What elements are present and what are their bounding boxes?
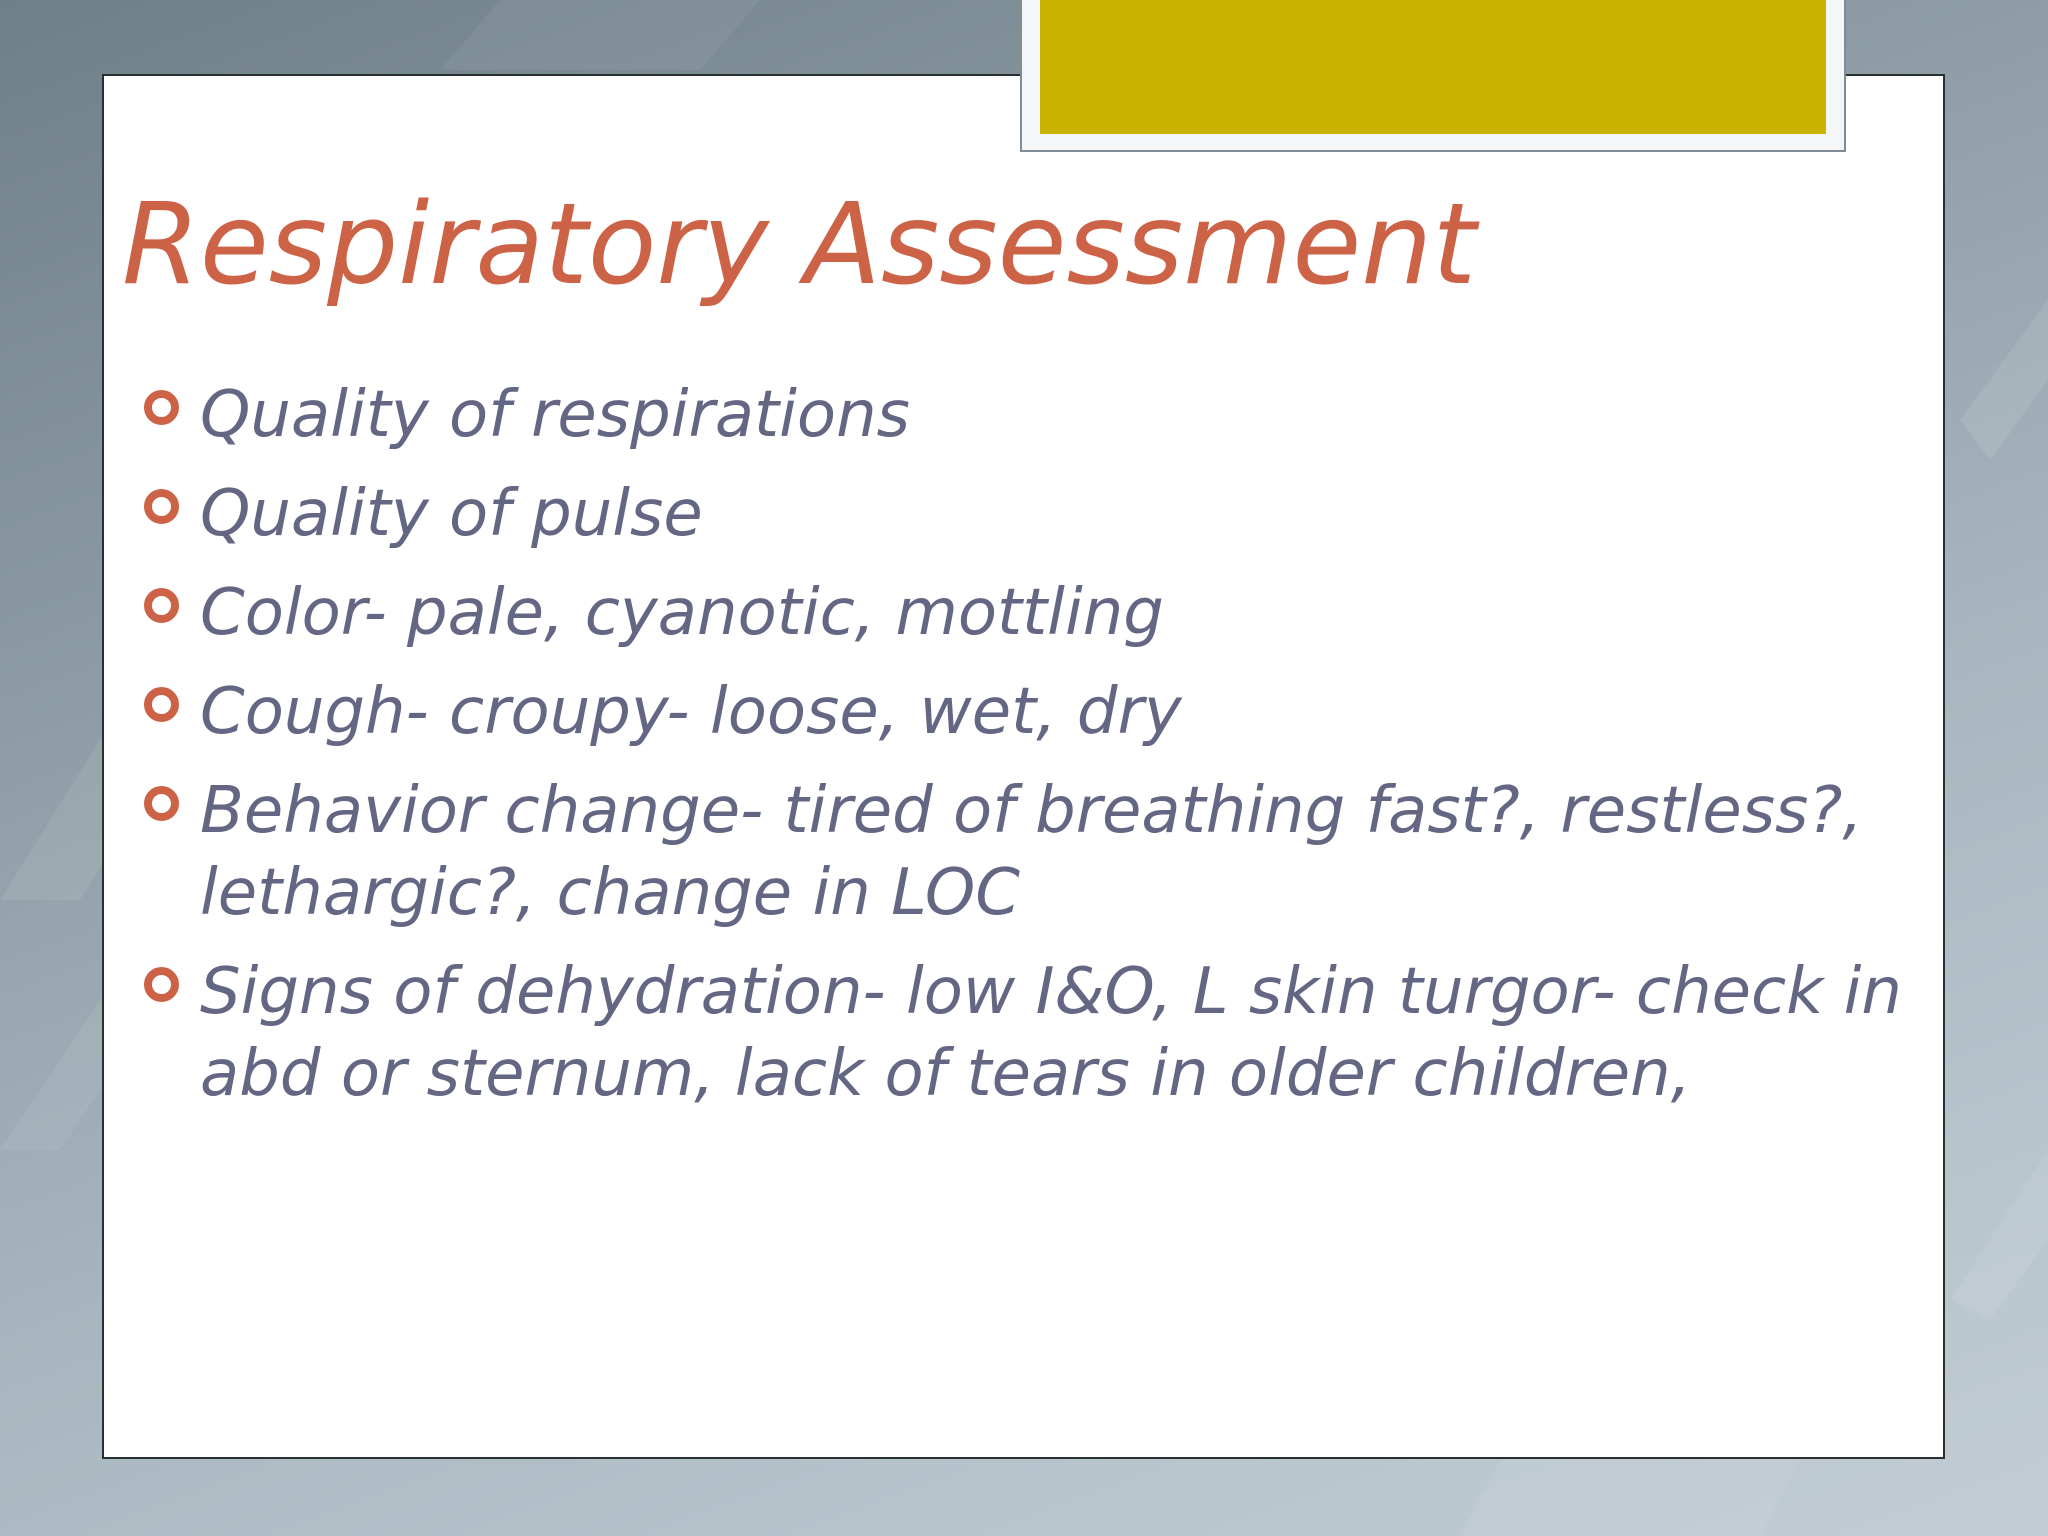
bullet-item [140,572,1920,654]
bullet-item [140,951,1920,1115]
circle-bullet-icon [144,967,179,1002]
bullet-text: Quality of pulse [200,477,703,551]
bullet-text: Signs of dehydration- low I&O, L skin turgor- check in abd or sternum, lack of tears in older children, [200,955,1902,1111]
bullet-item [140,770,1920,934]
circle-bullet-icon [144,687,179,722]
circle-bullet-icon [144,786,179,821]
bullet-list [140,374,1920,1132]
circle-bullet-icon [144,588,179,623]
bullet-item [140,374,1920,456]
bullet-text: Behavior change- tired of breathing fast?, restless?, lethargic?, change in LOC [200,774,1863,930]
accent-bar [1040,0,1826,134]
circle-bullet-icon [144,390,179,425]
bullet-text: Color- pale, cyanotic, mottling [200,576,1164,650]
bullet-text: Cough- croupy- loose, wet, dry [200,675,1182,749]
bullet-item [140,473,1920,555]
circle-bullet-icon [144,489,179,524]
slide-title: Respiratory Assessment [122,180,1477,310]
bullet-text: Quality of respirations [200,378,910,452]
bullet-item [140,671,1920,753]
